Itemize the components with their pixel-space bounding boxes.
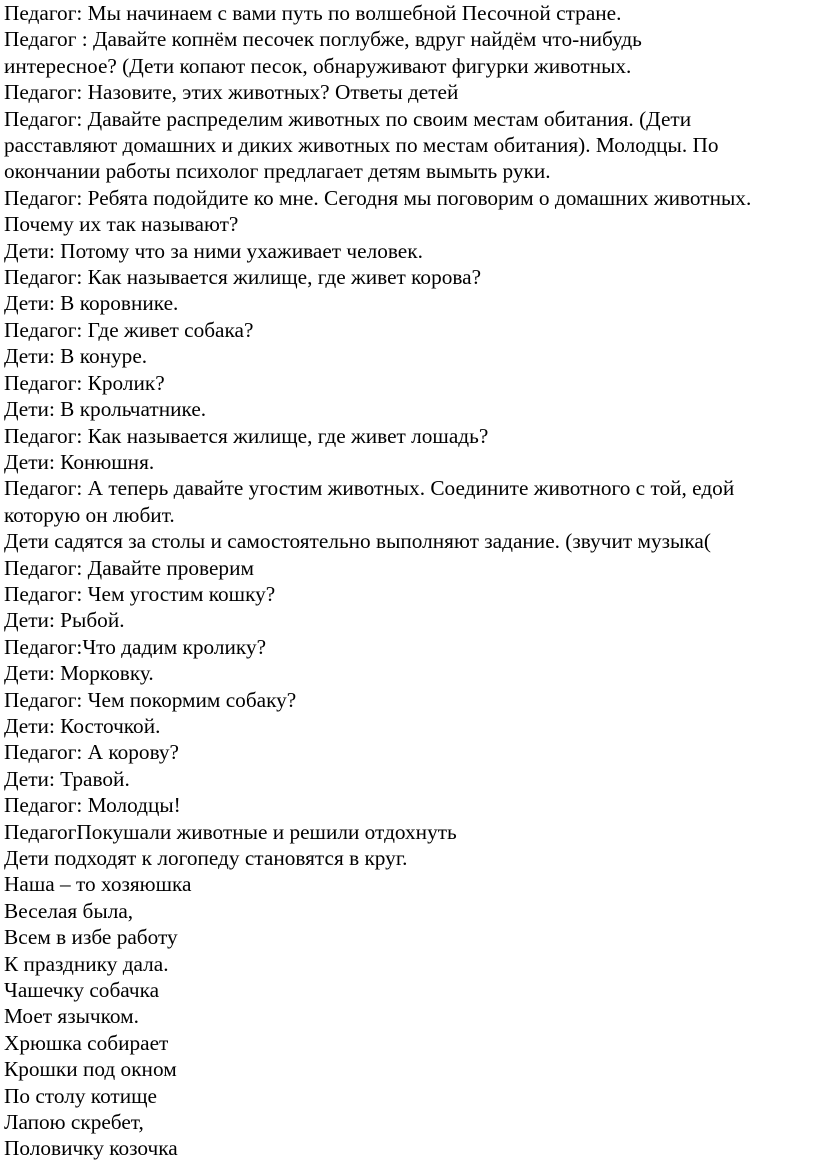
poem-line: Чашечку собачка (4, 978, 160, 1003)
text-line: Дети: Потому что за ними ухаживает человек. (4, 238, 423, 263)
text-line: Педагог: Как называется жилище, где живет лошадь? (4, 423, 489, 448)
text-line: Педагог: Назовите, этих животных? Ответы детей (4, 80, 459, 105)
text-line: Педагог: Давайте проверим (4, 555, 254, 580)
poem-line: Веселая была, (4, 898, 134, 923)
poem-line: Половичку козочка (4, 1136, 178, 1161)
text-line: Педагог:Что дадим кролику? (4, 634, 267, 659)
text-line: ПедагогПокушали животные и решили отдохнуть (4, 819, 457, 844)
text-line: Дети садятся за столы и самостоятельно выполняют задание. (звучит музыка( (4, 529, 711, 554)
text-line: Дети: Морковку. (4, 661, 154, 686)
text-line: Педагог: Мы начинаем с вами путь по волшебной Песочной стране. (4, 1, 622, 25)
text-line: Педагог: Ребята подойдите ко мне. Сегодня мы поговорим о домашних животных. (4, 185, 752, 210)
text-line: Дети: Рыбой. (4, 608, 125, 633)
text-line: Педагог: Чем покормим собаку? (4, 687, 297, 712)
text-line: Дети: В крольчатнике. (4, 397, 207, 422)
text-line: расставляют домашних и диких животных по местам обитания). Молодцы. По (4, 133, 719, 158)
text-line: Педагог: Молодцы! (4, 793, 181, 818)
text-line: которую он любит. (4, 502, 175, 527)
text-line: Дети: Травой. (4, 766, 130, 791)
text-line: Дети подходят к логопеду становятся в круг. (4, 846, 408, 870)
text-line: Дети: Конюшня. (4, 449, 155, 474)
poem-line: К празднику дала. (4, 951, 169, 976)
text-line: Педагог: А корову? (4, 740, 180, 765)
text-line: Педагог: Где живет собака? (4, 317, 254, 342)
text-line: окончании работы психолог предлагает детям вымыть руки. (4, 159, 551, 184)
text-line: Педагог: Чем угостим кошку? (4, 581, 276, 606)
poem-line: Наша – то хозяюшка (4, 872, 192, 897)
text-line: Дети: Косточкой. (4, 713, 161, 738)
text-line: Педагог: Давайте распределим животных по своим местам обитания. (Дети (4, 106, 692, 131)
text-line: интересное? (Дети копают песок, обнаруживают фигурки животных. (4, 53, 632, 78)
text-line: Дети: В конуре. (4, 344, 148, 369)
poem-line: Моет язычком. (4, 1004, 139, 1029)
poem-line: Крошки под окном (4, 1057, 177, 1082)
poem-line: Хрюшка собирает (4, 1030, 169, 1055)
text-line: Педагог: Как называется жилище, где живет корова? (4, 265, 482, 290)
text-line: Педагог : Давайте копнём песочек поглубже, вдруг найдём что-нибудь (4, 27, 642, 52)
text-line: Педагог: Кролик? (4, 370, 165, 395)
poem-line: Лапою скребет, (4, 1110, 144, 1135)
poem-line: По столу котище (4, 1083, 157, 1108)
text-line: Дети: В коровнике. (4, 291, 179, 316)
text-line: Педагог: А теперь давайте угостим животных. Соедините животного с той, едой (4, 476, 735, 501)
poem-line: Всем в избе работу (4, 925, 178, 950)
text-line: Почему их так называют? (4, 212, 239, 237)
